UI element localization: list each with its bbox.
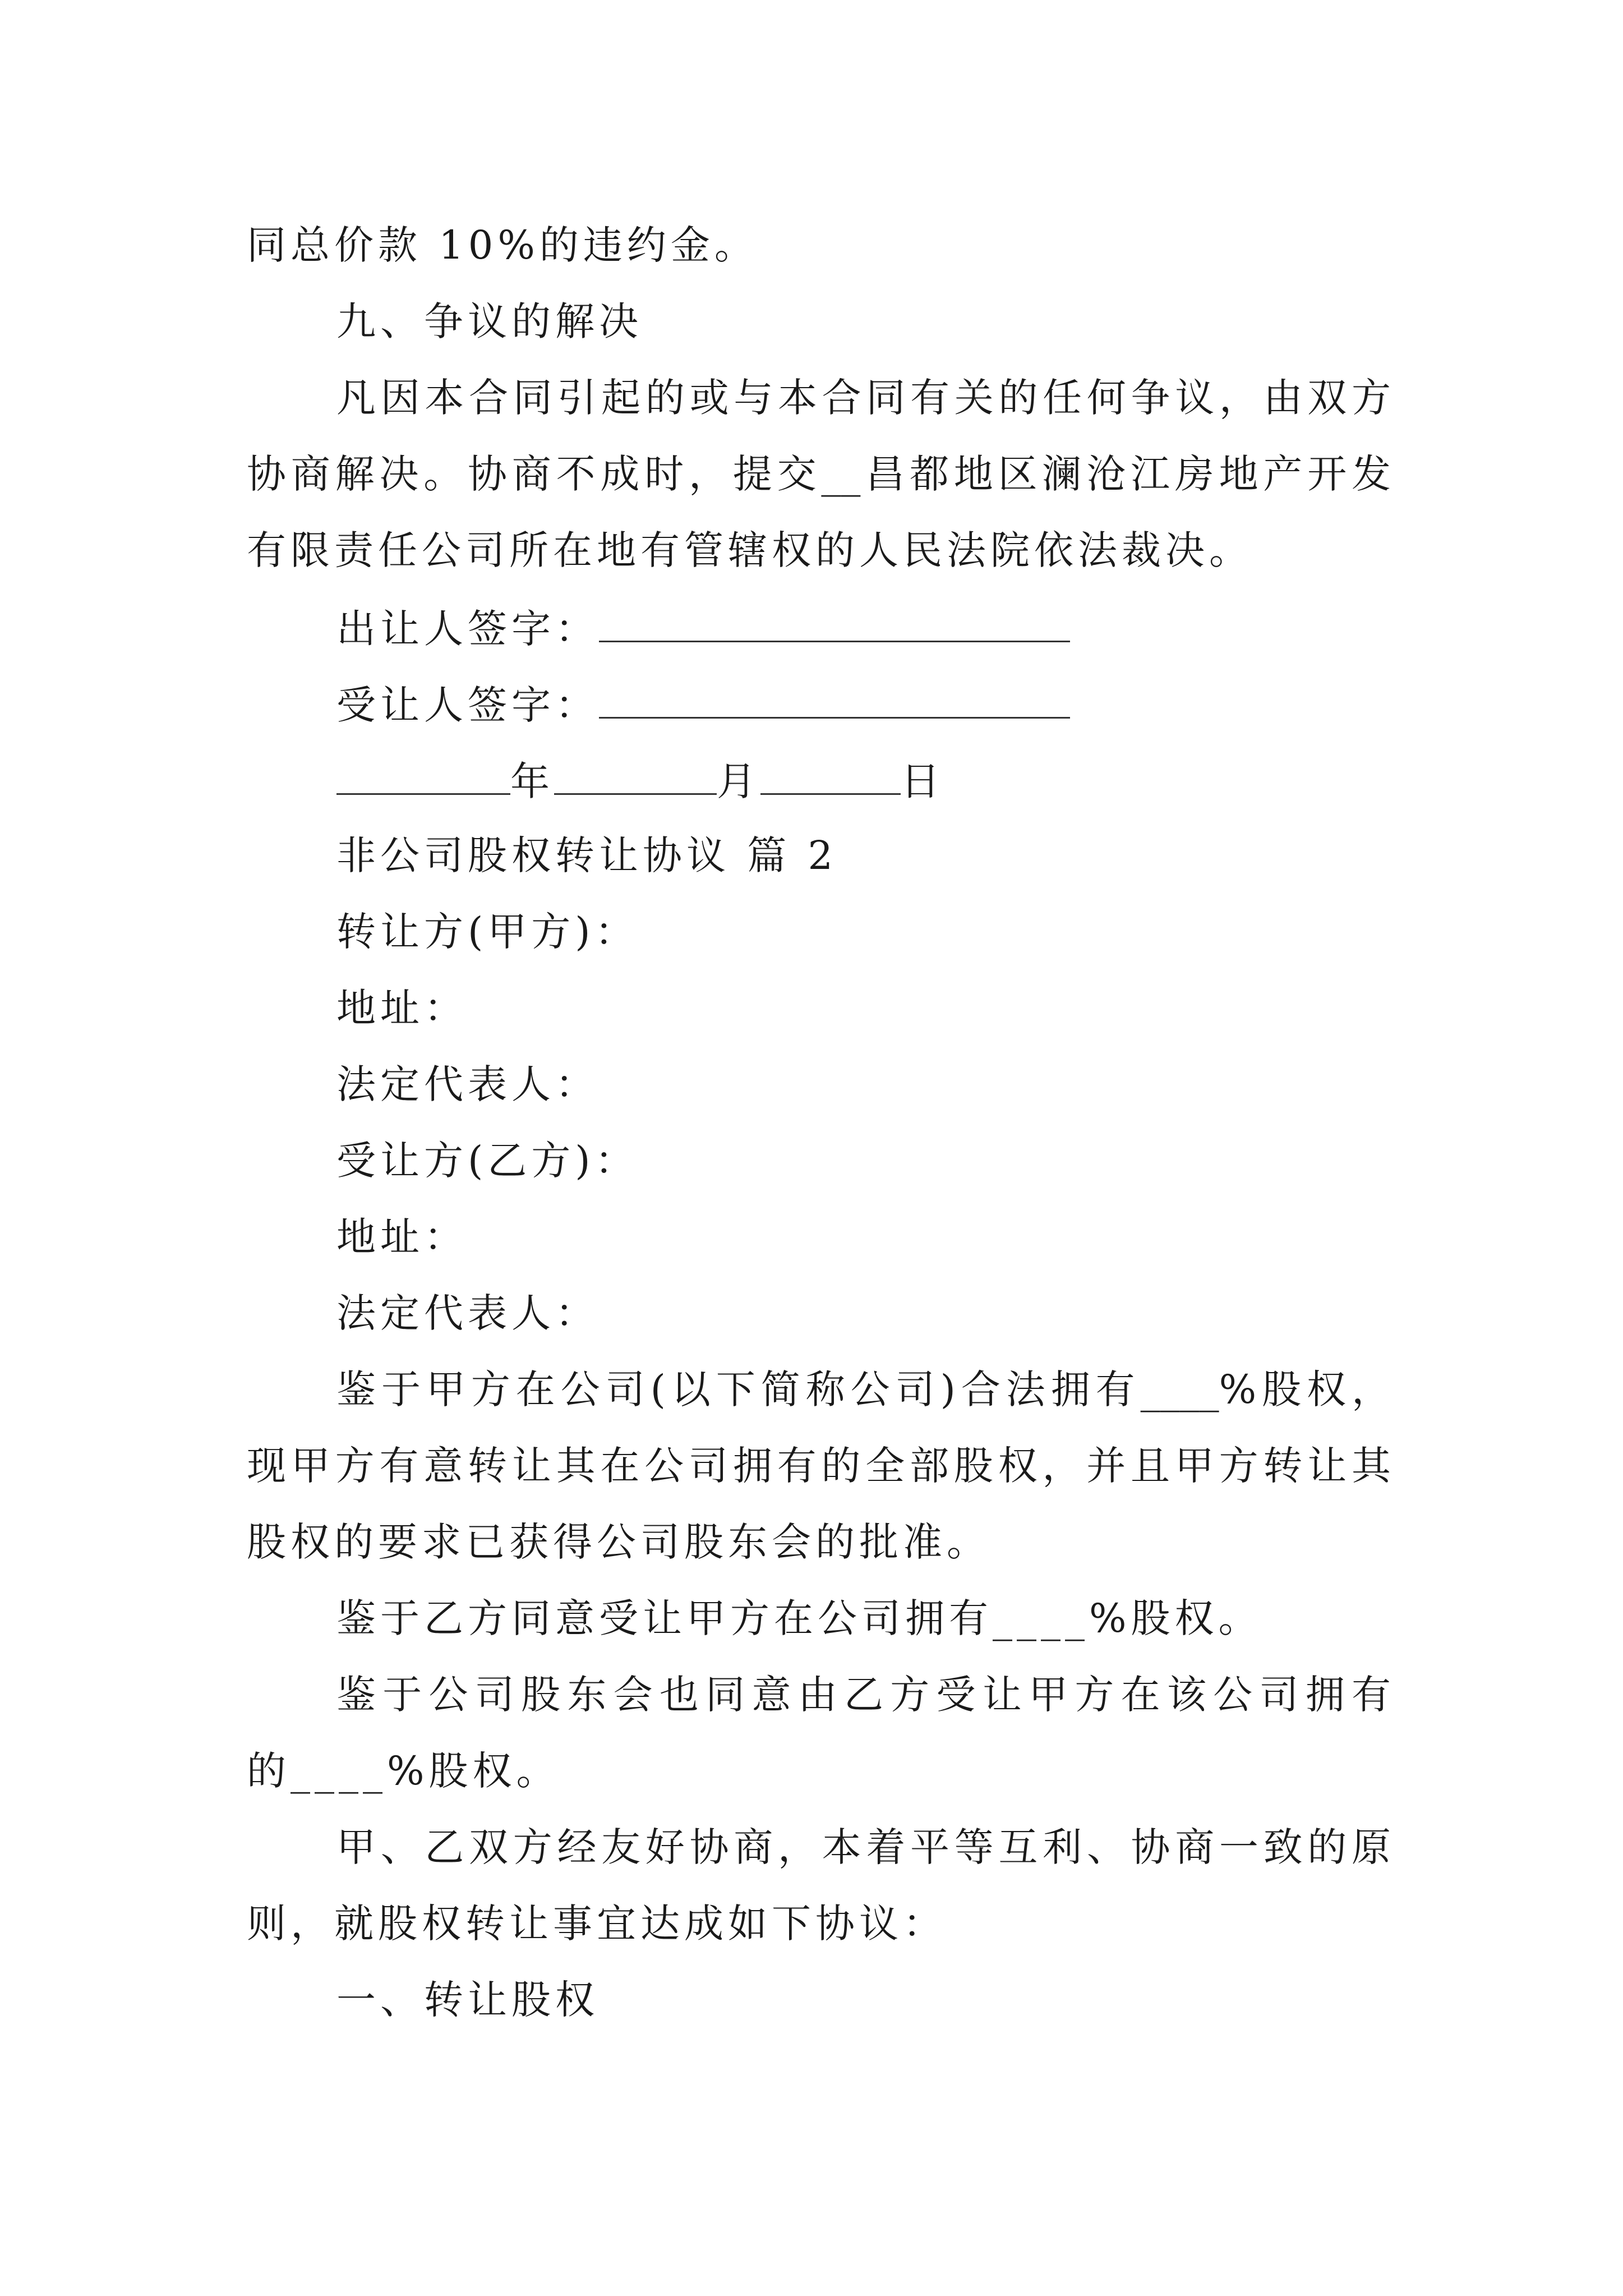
text-line-4: 协商解决。协商不成时，提交__昌都地区澜沧江房地产开发 <box>247 451 1391 497</box>
day-label: 日 <box>901 758 944 804</box>
month-label: 月 <box>717 758 760 804</box>
party-b-label: 受让方(乙方)： <box>336 1138 639 1184</box>
party-a-representative: 法定代表人： <box>336 1061 599 1107</box>
recital-line-4: 鉴于乙方同意受让甲方在公司拥有____%股权。 <box>336 1595 1262 1641</box>
recital-line-1: 鉴于甲方在公司(以下简称公司)合法拥有____%股权， <box>336 1366 1391 1412</box>
date-row <box>336 754 944 804</box>
party-a-label: 转让方(甲方)： <box>336 909 639 955</box>
transferor-signature-row <box>336 601 1070 652</box>
document-title-part2: 非公司股权转让协议 篇 2 <box>336 832 838 878</box>
recital-line-8: 则，就股权转让事宜达成如下协议： <box>247 1901 947 1947</box>
transferee-signature-blank[interactable] <box>599 678 1070 719</box>
transferee-signature-row <box>336 678 1070 728</box>
text-line-1: 同总价款 10%的违约金。 <box>247 222 758 268</box>
recital-line-3: 股权的要求已获得公司股东会的批准。 <box>247 1519 990 1565</box>
year-blank[interactable] <box>336 754 510 795</box>
recital-line-6: 的____%股权。 <box>247 1748 560 1794</box>
transferor-signature-label: 出让人签字： <box>336 606 599 652</box>
transferee-signature-label: 受让人签字： <box>336 682 599 728</box>
party-a-address: 地址： <box>336 985 468 1031</box>
recital-line-7: 甲、乙双方经友好协商，本着平等互利、协商一致的原 <box>336 1824 1391 1870</box>
recital-line-2: 现甲方有意转让其在公司拥有的全部股权，并且甲方转让其 <box>247 1443 1391 1489</box>
section-heading-transfer: 一、转让股权 <box>336 1977 599 2023</box>
day-blank[interactable] <box>760 754 901 795</box>
recital-line-5: 鉴于公司股东会也同意由乙方受让甲方在该公司拥有 <box>336 1672 1391 1718</box>
party-b-address: 地址： <box>336 1214 468 1260</box>
section-heading-dispute: 九、争议的解决 <box>336 298 643 344</box>
party-b-representative: 法定代表人： <box>336 1290 599 1336</box>
transferor-signature-blank[interactable] <box>599 601 1070 642</box>
month-blank[interactable] <box>554 754 717 795</box>
text-line-5: 有限责任公司所在地有管辖权的人民法院依法裁决。 <box>247 527 1253 573</box>
text-line-3: 凡因本合同引起的或与本合同有关的任何争议，由双方 <box>336 375 1391 421</box>
year-label: 年 <box>510 758 554 804</box>
